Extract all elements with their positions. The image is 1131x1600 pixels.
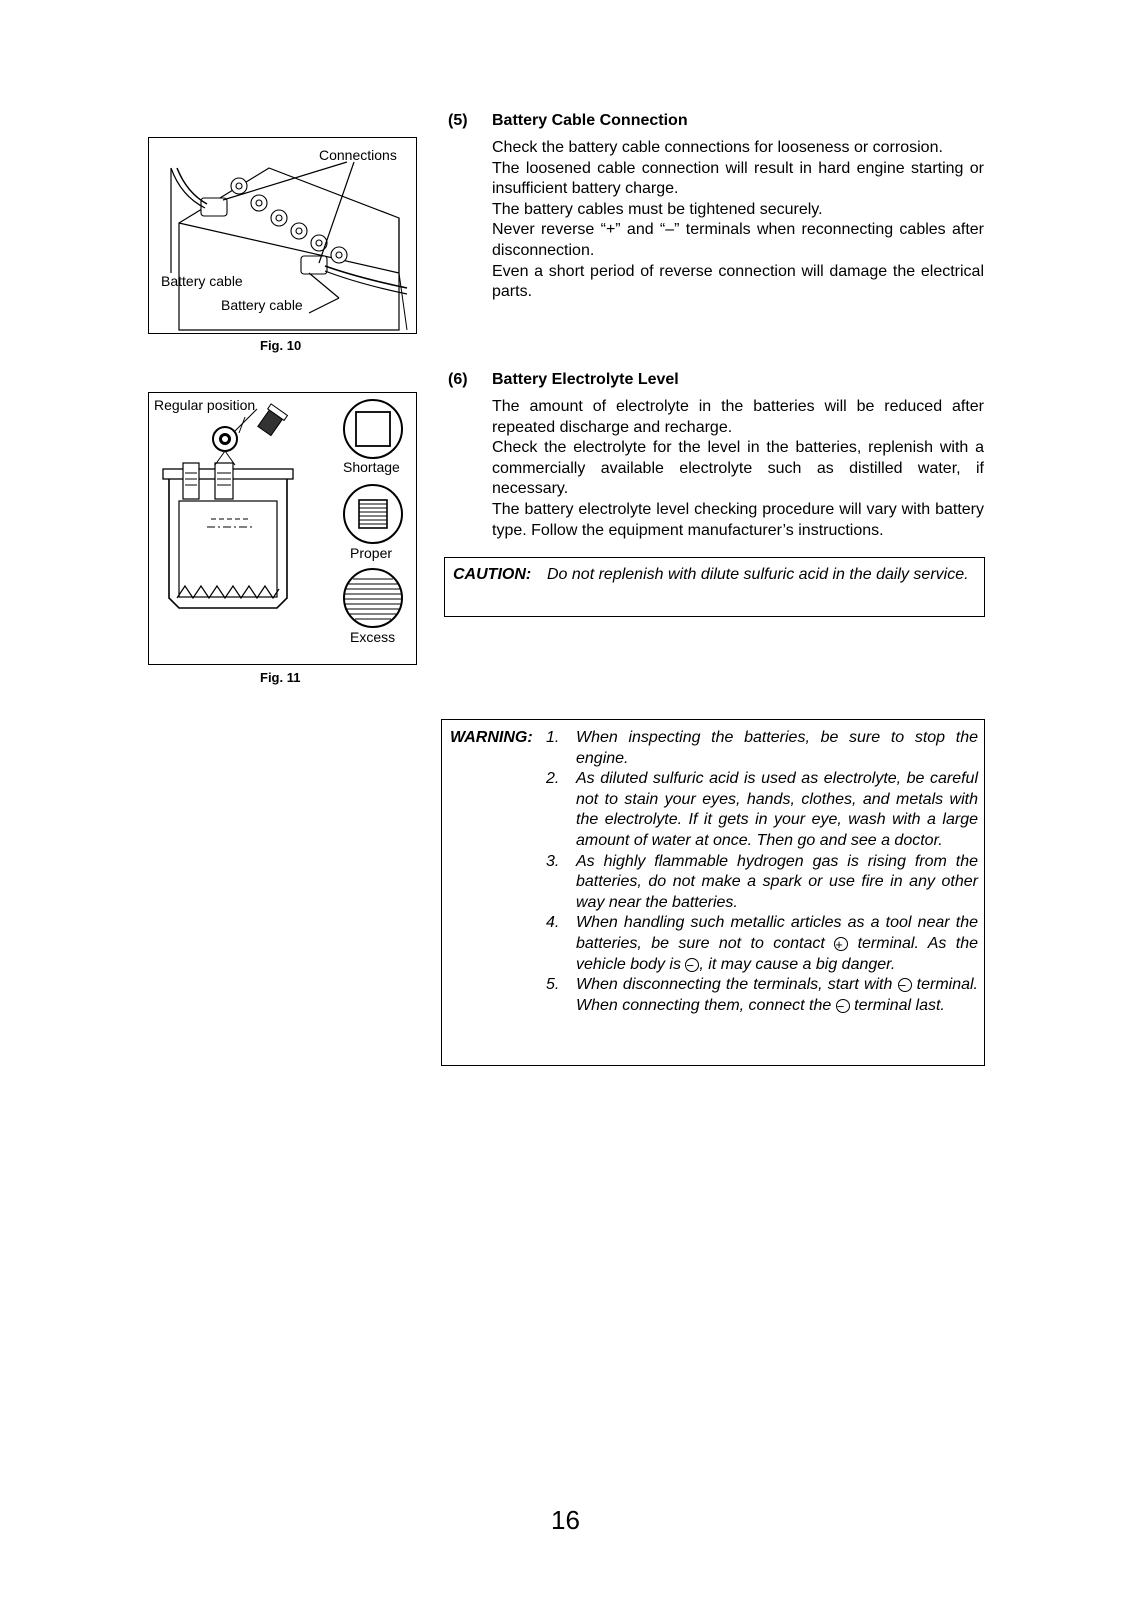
warning-item-number: 5. (546, 976, 560, 994)
warning-item-text: terminal. When connecting them, connect the (576, 976, 979, 1014)
warning-box (441, 719, 985, 1066)
warning-item-text: As highly flammable hydrogen gas is rising from the batteries, do not make a spark or use fire in any other way near the batteries. (576, 852, 978, 911)
connections-label: Connections (319, 147, 397, 163)
caution-text: Do not replenish with dilute sulfuric acid in the daily service. (547, 566, 969, 583)
electrolyte-level-illustration (149, 393, 415, 663)
section-5-paragraph: The loosened cable connection will result in hard engine starting or insufficient battery charge. (492, 159, 984, 198)
warning-label: WARNING: (450, 729, 533, 746)
section-6-number: (6) (448, 371, 468, 388)
section-5-paragraph: The battery cables must be tightened securely. (492, 200, 823, 218)
warning-item-text: When disconnecting the terminals, start with (576, 976, 898, 994)
warning-item-text: , it may cause a big danger. (699, 955, 896, 973)
warning-item-text: When handling such metallic articles as a tool near the batteries, be sure not to contact (576, 914, 978, 952)
figure-11-frame (148, 392, 417, 665)
battery-cable-label-bottom: Battery cable (221, 297, 303, 313)
section-5-paragraph: Even a short period of reverse connection will damage the electrical parts. (492, 262, 984, 301)
section-5-paragraph: Check the battery cable connections for looseness or corrosion. (492, 139, 943, 156)
regular-position-label: Regular position (154, 397, 256, 413)
warning-item-number: 1. (546, 729, 560, 746)
warning-item (450, 769, 978, 851)
warning-item-number: 3. (546, 852, 560, 870)
figure-11-caption: Fig. 11 (260, 670, 301, 685)
warning-item (450, 728, 978, 769)
caution-label: CAUTION: (453, 566, 532, 583)
section-5-title: Battery Cable Connection (492, 112, 688, 129)
proper-label: Proper (350, 545, 393, 561)
figure-10-frame (148, 137, 417, 334)
page-number: 16 (551, 1505, 580, 1535)
warning-item (450, 852, 978, 914)
plus-terminal-icon: + (834, 937, 848, 951)
excess-label: Excess (350, 629, 396, 645)
section-6-body (492, 397, 984, 541)
figure-10-caption: Fig. 10 (260, 338, 302, 353)
warning-item (450, 913, 978, 975)
warning-item-number: 2. (546, 770, 560, 788)
section-6-paragraph: The battery electrolyte level checking procedure will vary with battery type. Follow the equipment manufacturer’s instructions. (492, 500, 984, 539)
minus-terminal-icon: − (898, 978, 912, 992)
section-6-title: Battery Electrolyte Level (492, 371, 679, 388)
section-5-body (492, 138, 984, 303)
warning-item (450, 975, 978, 1016)
warning-item-text: terminal. As the vehicle body is (576, 934, 978, 973)
warning-item-text: terminal last. (849, 996, 945, 1014)
warning-item-text: As diluted sulfuric acid is used as electrolyte, be careful not to stain your eyes, hands, clothes, and metals with the electrolyte. If it gets in your eye, wash with a large amount of water at once. Then go and see a doctor. (576, 770, 978, 849)
minus-terminal-icon: − (836, 999, 850, 1013)
warning-item-number: 4. (546, 914, 560, 932)
battery-cable-label-left: Battery cable (161, 273, 243, 289)
minus-terminal-icon: − (685, 958, 699, 972)
shortage-label: Shortage (343, 459, 400, 475)
section-6-paragraph: Check the electrolyte for the level in the batteries, replenish with a commercially available electrolyte such as distilled water, if necessary. (492, 439, 984, 498)
section-5-paragraph: Never reverse “+” and “–” terminals when reconnecting cables after disconnection. (492, 221, 984, 259)
section-6-paragraph: The amount of electrolyte in the batteries will be reduced after repeated discharge and recharge. (492, 398, 984, 436)
caution-box (444, 557, 985, 617)
warning-item-text: When inspecting the batteries, be sure to stop the engine. (576, 729, 978, 767)
section-5-number: (5) (448, 112, 468, 129)
